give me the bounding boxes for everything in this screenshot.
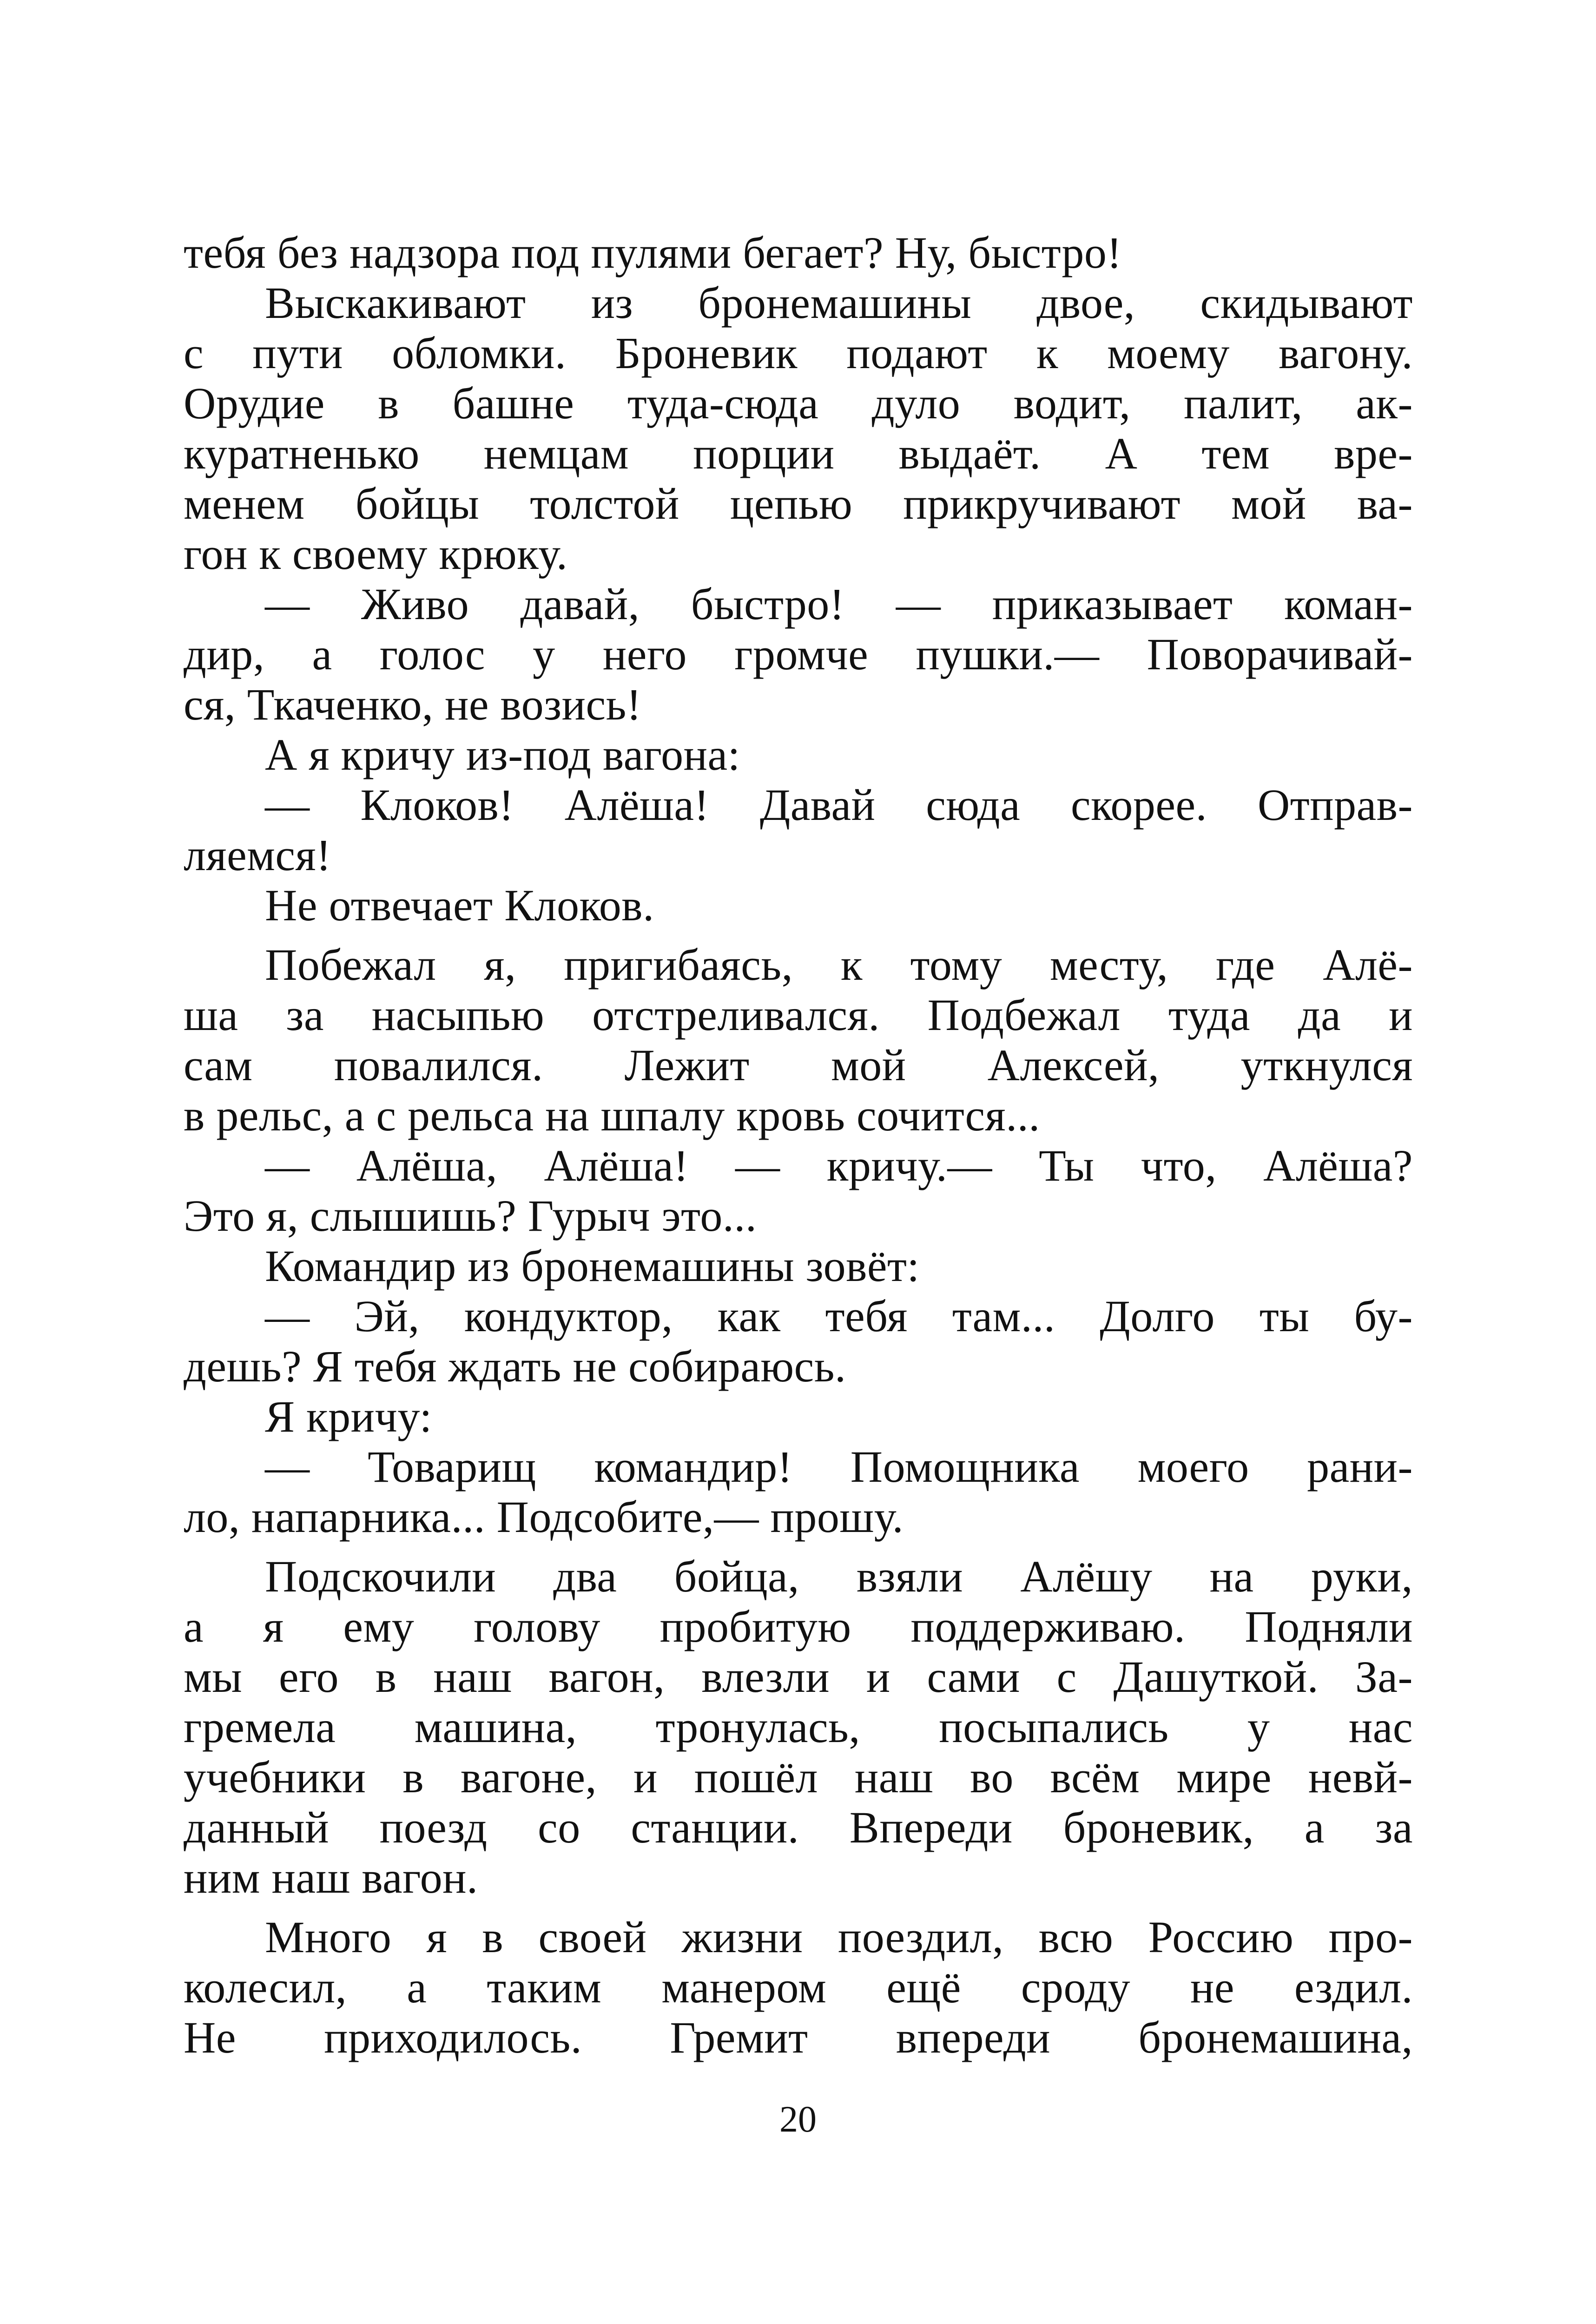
text-line: — Алёша, Алёша! — кричу.— Ты что, Алёша? [265, 1141, 1413, 1190]
text-line: Побежал я, пригибаясь, к тому месту, где Алё- [265, 940, 1413, 990]
text-line: Много я в своей жизни поездил, всю Россию про- [265, 1912, 1413, 1962]
text-line: дир, а голос у него громче пушки.— Поворачивай- [184, 629, 1413, 679]
text-line: — Эй, кондуктор, как тебя там... Долго ты бу- [265, 1291, 1413, 1341]
text-line: Подскочили два бойца, взяли Алёшу на руки, [265, 1552, 1413, 1601]
text-line: А я кричу из-под вагона: [265, 730, 740, 779]
text-line: гремела машина, тронулась, посыпались у нас [184, 1702, 1413, 1752]
text-line: ло, напарника... Подсобите,— прошу. [184, 1492, 904, 1542]
text-line: ним наш вагон. [184, 1853, 478, 1902]
page-number: 20 [779, 2099, 817, 2140]
text-line: Не отвечает Клоков. [265, 880, 654, 930]
text-line: куратненько немцам порции выдаёт. А тем вре- [184, 429, 1413, 478]
body-text [184, 228, 1413, 2063]
text-line: ляемся! [184, 830, 331, 880]
text-line: ша за насыпью отстреливался. Подбежал туда да и [184, 990, 1413, 1040]
text-line: а я ему голову пробитую поддерживаю. Подняли [184, 1602, 1413, 1651]
text-line: — Живо давай, быстро! — приказывает коман- [265, 579, 1413, 629]
text-line: Это я, слышишь? Гурыч это... [184, 1191, 757, 1241]
text-line: дешь? Я тебя ждать не собираюсь. [184, 1341, 846, 1391]
text-line: менем бойцы толстой цепью прикручивают мой ва- [184, 479, 1413, 528]
text-line: Командир из бронемашины зовёт: [265, 1241, 920, 1291]
text-line: гон к своему крюку. [184, 529, 568, 579]
text-line: сам повалился. Лежит мой Алексей, уткнулся [184, 1040, 1413, 1090]
text-line: мы его в наш вагон, влезли и сами с Дашуткой. За- [184, 1652, 1413, 1702]
text-line: учебники в вагоне, и пошёл наш во всём мире невй- [184, 1752, 1413, 1802]
text-line: — Товарищ командир! Помощника моего рани- [265, 1442, 1413, 1492]
text-line: Не приходилось. Гремит впереди бронемашина, [184, 2013, 1413, 2062]
text-line: в рельс, а с рельса на шпалу кровь сочится... [184, 1090, 1040, 1140]
text-line: ся, Ткаченко, не возись! [184, 680, 642, 729]
text-line: тебя без надзора под пулями бегает? Ну, быстро! [184, 228, 1122, 277]
text-line: Орудие в башне туда-сюда дуло водит, палит, ак- [184, 378, 1413, 428]
text-line: — Клоков! Алёша! Давай сюда скорее. Отправ- [265, 780, 1413, 830]
text-line: колесил, а таким манером ещё сроду не ездил. [184, 1962, 1413, 2012]
text-line: данный поезд со станции. Впереди броневик, а за [184, 1802, 1413, 1852]
text-line: с пути обломки. Броневик подают к моему вагону. [184, 328, 1413, 378]
text-line: Выскакивают из бронемашины двое, скидывают [265, 278, 1413, 328]
text-line: Я кричу: [265, 1392, 432, 1441]
